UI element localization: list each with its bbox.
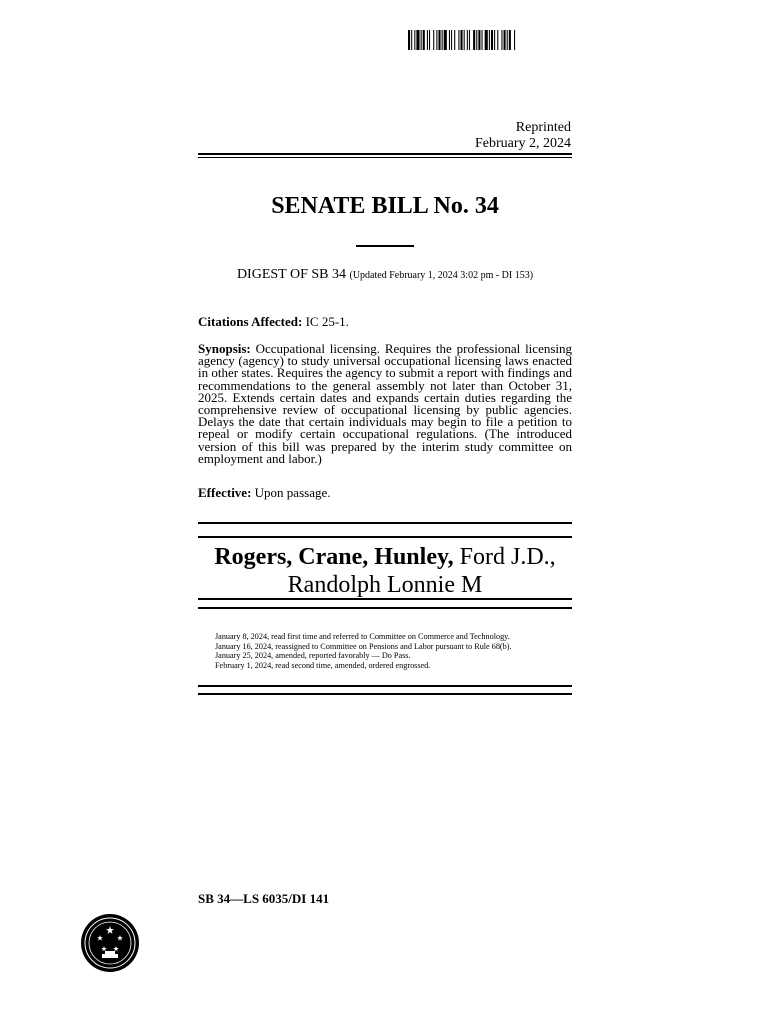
authors-bottom-rule-2 [198, 607, 572, 609]
title-divider [356, 245, 414, 247]
effective-value: Upon passage. [254, 485, 331, 500]
citations-label: Citations Affected: [198, 314, 303, 329]
history-item: January 8, 2024, read first time and referred to Committee on Commerce and Technology. [215, 632, 510, 641]
header-rule-thin [198, 157, 572, 158]
authors-bottom-rule [198, 598, 572, 600]
legislative-history [215, 632, 572, 670]
authors-regular-1: Ford J.D., [459, 544, 556, 570]
barcode-icon [408, 30, 589, 50]
citations-value: IC 25-1. [305, 314, 349, 329]
synopsis-label: Synopsis: [198, 341, 251, 356]
reprinted-label: Reprinted [515, 120, 571, 135]
authors [198, 543, 572, 599]
ls-number: SB 34—LS 6035/DI 141 [198, 891, 330, 906]
authors-bold: Rogers, Crane, Hunley, [214, 544, 454, 570]
history-bottom-rule-2 [198, 693, 572, 695]
synopsis-text: Occupational licensing. Requires the professional licensing agency (agency) to study universal occupational licensing laws enacted in other states. Requires the agency to submit a report with findings and recommendations to the general assembly not later than October 31, 2025. Extends certain dates and expands certain duties regarding the comprehensive review of occupational licensing by public agencies. Delays the date that certain individuals may begin to file a petition to repeal or modify certain occupational regulations. (The introduced version of this bill was prepared by the interim study committee on employment and labor.) [198, 341, 573, 466]
history-item: January 25, 2024, amended, reported favorably — Do Pass. [215, 651, 411, 661]
history-item: January 16, 2024, reassigned to Committee on Pensions and Labor pursuant to Rule 68(b). [215, 641, 512, 651]
header-rule [198, 153, 572, 155]
digest-label: DIGEST OF SB 34 [236, 267, 346, 282]
state-seal-icon [80, 913, 140, 973]
history-bottom-rule [198, 685, 572, 687]
authors-top-rule-2 [198, 536, 572, 538]
citations-affected [198, 316, 572, 328]
authors-regular-2: Randolph Lonnie M [287, 572, 483, 598]
bill-title: SENATE BILL No. 34 [271, 193, 499, 219]
effective [198, 487, 572, 499]
history-item: February 1, 2024, read second time, amended, ordered engrossed. [215, 660, 431, 670]
synopsis [198, 343, 572, 465]
effective-label: Effective: [198, 485, 252, 500]
authors-top-rule [198, 522, 572, 524]
digest-updated: (Updated February 1, 2024 3:02 pm - DI 153) [349, 270, 534, 281]
reprinted-date: February 2, 2024 [474, 136, 571, 151]
digest-heading [198, 267, 572, 283]
